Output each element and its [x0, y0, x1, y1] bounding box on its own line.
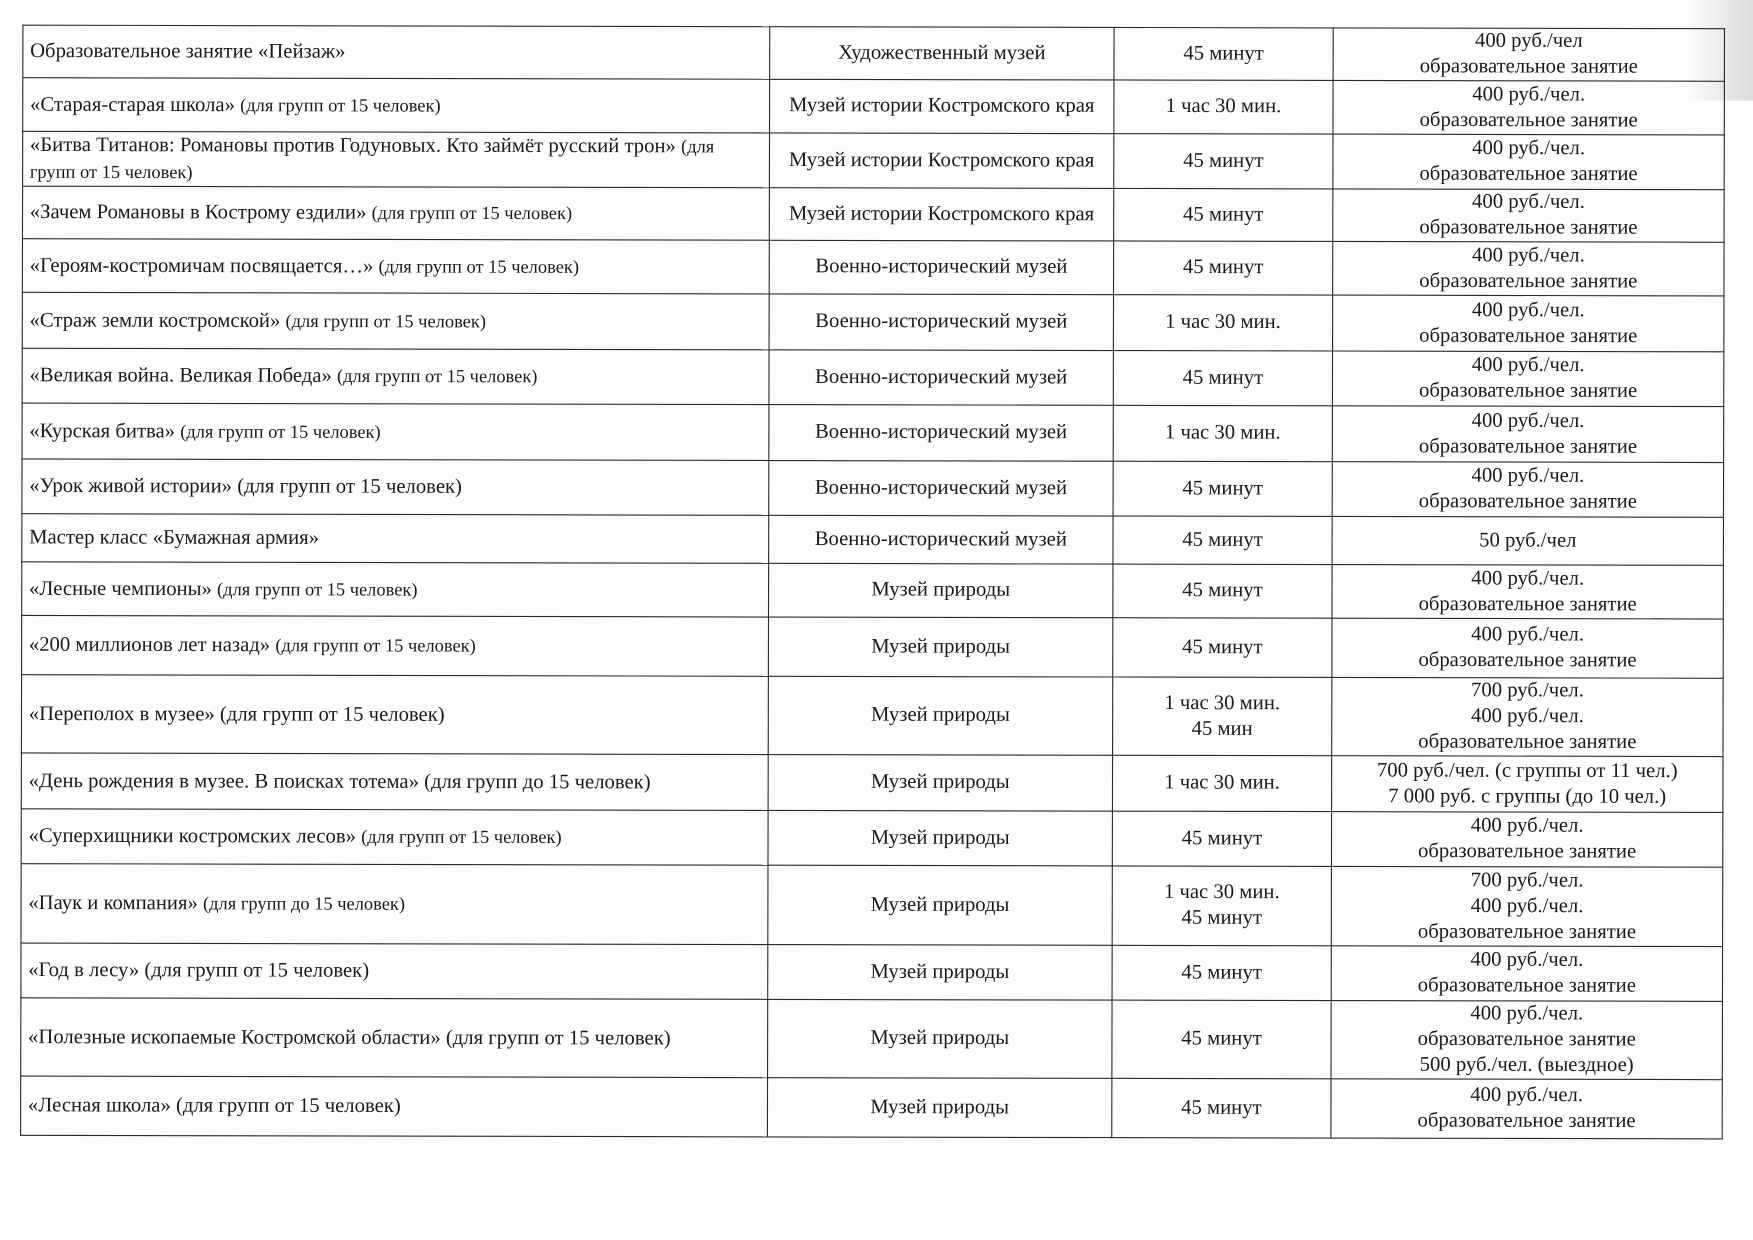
price-line: 400 руб./чел [1474, 29, 1583, 53]
duration-cell [1112, 1000, 1331, 1079]
price-line: 7 000 руб. с группы (до 10 чел.) [1388, 784, 1667, 808]
museum-name: Музей природы [767, 1078, 1111, 1138]
program-title: «200 миллионов лет назад» [28, 633, 271, 657]
table-row [22, 514, 1724, 566]
duration-value: 1 час 30 мин. [1165, 95, 1282, 118]
program-title-cell [22, 459, 769, 515]
duration-value: 45 мин [1191, 717, 1253, 740]
program-title-cell [21, 675, 768, 755]
price-line: образовательное занятие [1419, 269, 1638, 293]
group-size-note: (для групп от 15 человек) [217, 577, 418, 600]
table-row [21, 1076, 1723, 1139]
price-cell [1332, 462, 1723, 518]
price-line: образовательное занятие [1419, 324, 1638, 348]
price-line: 400 руб./чел. [1472, 190, 1585, 214]
price-line: 700 руб./чел. [1470, 868, 1584, 892]
price-line: образовательное занятие [1417, 920, 1637, 944]
table-row [21, 998, 1723, 1080]
price-line: 500 руб./чел. (выездное) [1419, 1053, 1634, 1077]
duration-value: 45 минут [1183, 149, 1264, 172]
program-title: «Зачем Романовы в Кострому ездили» [29, 201, 367, 225]
duration-cell [1112, 811, 1331, 866]
price-line: 400 руб./чел. [1471, 464, 1585, 488]
program-title: «Великая война. Великая Победа» [29, 364, 332, 388]
group-size-note: (для групп до 15 человек) [202, 892, 406, 915]
price-cell [1331, 812, 1722, 868]
duration-cell [1114, 80, 1333, 134]
price-line: 700 руб./чел. [1471, 679, 1584, 703]
price-line: 50 руб./чел [1479, 529, 1577, 552]
program-title-cell [22, 403, 769, 460]
duration-value: 45 минут [1183, 42, 1264, 65]
program-title-cell [22, 562, 769, 617]
table-row [22, 459, 1724, 517]
program-title: «Урок живой истории» (для групп от 15 человек) [29, 475, 462, 499]
table-row [21, 675, 1723, 757]
price-line: образовательное занятие [1418, 435, 1638, 458]
duration-cell [1114, 134, 1333, 189]
programs-table [20, 25, 1725, 1140]
price-line: 400 руб./чел. [1471, 623, 1585, 647]
duration-cell [1113, 405, 1332, 461]
duration-value: 45 минут [1182, 635, 1263, 659]
program-title: «Курская битва» [29, 419, 176, 443]
table-row [22, 292, 1724, 351]
group-size-note: (для групп от 15 человек) [378, 255, 580, 277]
duration-cell [1112, 866, 1331, 946]
duration-value: 45 минут [1181, 826, 1263, 850]
program-title: «Героям-костромичам посвящается…» [29, 254, 374, 278]
price-cell [1331, 946, 1722, 1002]
price-line: 400 руб./чел. [1471, 243, 1585, 267]
price-line: 400 руб./чел. [1472, 82, 1586, 106]
museum-name: Военно-исторический музей [769, 294, 1113, 351]
price-cell [1333, 241, 1724, 295]
price-line: образовательное занятие [1418, 730, 1637, 754]
program-title: Мастер класс «Бумажная армия» [29, 526, 320, 550]
duration-value: 45 минут [1181, 1027, 1262, 1051]
museum-name: Военно-исторический музей [769, 405, 1113, 462]
duration-value: 45 минут [1181, 1096, 1262, 1119]
program-title-cell [22, 615, 769, 676]
museum-name: Музей природы [768, 755, 1112, 812]
price-line: образовательное занятие [1419, 108, 1638, 132]
duration-value: 45 минут [1182, 366, 1264, 389]
duration-cell [1112, 1078, 1331, 1138]
program-title-cell [23, 78, 770, 133]
price-line: образовательное занятие [1419, 216, 1638, 240]
program-title-cell [21, 998, 768, 1078]
program-title: «Паук и компания» [28, 892, 198, 915]
duration-cell [1113, 618, 1332, 678]
price-cell [1333, 80, 1724, 134]
museum-name: Музей природы [768, 865, 1113, 945]
table-row [21, 809, 1723, 867]
duration-value: 1 час 30 мин. [1164, 691, 1281, 715]
program-title-cell [21, 809, 768, 865]
group-size-note: (для групп от 15 человек) [180, 420, 381, 442]
museum-name: Музей истории Костромского края [770, 79, 1114, 133]
program-title-cell [22, 348, 769, 404]
duration-cell [1113, 351, 1332, 406]
group-size-note: (для групп от 15 человек) [361, 825, 562, 848]
price-cell [1333, 295, 1724, 352]
duration-value: 45 минут [1181, 906, 1263, 930]
price-line: образовательное занятие [1417, 974, 1636, 998]
price-cell [1332, 406, 1723, 463]
museum-name: Музей природы [768, 945, 1112, 1001]
price-line: образовательное занятие [1418, 490, 1637, 514]
price-line: образовательное занятие [1418, 592, 1637, 616]
program-title: Образовательное занятие «Пейзаж» [30, 40, 346, 64]
museum-name: Музей природы [769, 563, 1113, 617]
program-title: «Старая-старая школа» [29, 93, 236, 117]
price-cell [1333, 189, 1724, 242]
table-row [22, 186, 1724, 242]
duration-cell [1114, 27, 1333, 80]
table-row [22, 615, 1724, 678]
price-cell [1332, 516, 1723, 565]
duration-cell [1113, 516, 1332, 565]
program-title: «Переполох в музее» (для групп от 15 человек) [28, 702, 445, 726]
program-title-cell [21, 864, 768, 945]
program-title-cell [23, 25, 770, 79]
price-line: образовательное занятие [1418, 649, 1637, 672]
duration-cell [1113, 461, 1332, 516]
price-cell [1332, 565, 1723, 619]
museum-name: Музей природы [768, 999, 1113, 1078]
program-title: «Битва Титанов: Романовы против Годуновых. Кто займёт русский трон» [29, 134, 676, 158]
program-title-cell [23, 131, 770, 187]
duration-value: 1 час 30 мин. [1164, 771, 1280, 795]
duration-value: 45 минут [1182, 579, 1263, 602]
price-line: 700 руб./чел. (с группы от 11 чел.) [1376, 759, 1678, 783]
table-row [22, 403, 1724, 462]
price-line: образовательное занятие [1417, 1028, 1636, 1051]
program-title: «Лесная школа» (для групп от 15 человек) [27, 1094, 401, 1118]
price-line: 400 руб./чел. [1470, 948, 1584, 972]
program-title: «Лесные чемпионы» [28, 577, 212, 601]
price-cell [1333, 134, 1724, 190]
duration-value: 1 час 30 мин. [1163, 881, 1280, 904]
price-cell [1332, 756, 1723, 813]
museum-name: Военно-исторический музей [769, 461, 1113, 517]
program-title: «Год в лесу» (для групп от 15 человек) [28, 959, 370, 983]
duration-cell [1114, 241, 1333, 295]
museum-name: Военно-исторический музей [769, 240, 1113, 294]
price-line: 400 руб./чел. [1470, 705, 1584, 728]
duration-value: 1 час 30 мин. [1165, 310, 1281, 334]
price-line: образовательное занятие [1419, 55, 1638, 79]
program-title-cell [21, 943, 768, 999]
program-title: «Страж земли костромской» [29, 309, 281, 333]
table-row [21, 753, 1723, 812]
program-title: «Полезные ископаемые Костромской области» (для групп от 15 человек) [28, 1025, 671, 1050]
table-row [21, 864, 1723, 947]
table-row [21, 943, 1723, 1001]
program-title: «Суперхищники костромских лесов» [28, 825, 356, 849]
museum-name: Музей природы [768, 676, 1113, 755]
program-title-cell [22, 292, 769, 349]
duration-cell [1112, 945, 1331, 1000]
museum-name: Военно-исторический музей [769, 515, 1113, 564]
duration-value: 45 минут [1182, 256, 1264, 279]
duration-value: 1 час 30 мин. [1164, 421, 1281, 445]
duration-cell [1114, 188, 1333, 241]
program-title-cell [21, 753, 768, 810]
program-title-cell [22, 514, 769, 564]
group-size-note: (для групп от 15 человек) [240, 93, 441, 116]
group-size-note: (для групп от 15 человек) [275, 634, 476, 657]
price-cell [1331, 1079, 1722, 1139]
price-cell [1331, 866, 1722, 946]
price-cell [1331, 1001, 1722, 1080]
price-line: 400 руб./чел. [1471, 298, 1585, 322]
price-cell [1333, 28, 1724, 81]
duration-value: 45 минут [1181, 961, 1262, 984]
program-title-cell [22, 239, 769, 294]
museum-name: Музей истории Костромского края [769, 188, 1113, 241]
group-size-note: (для групп от 15 человек) [336, 365, 538, 387]
museum-name: Музей природы [768, 617, 1112, 677]
duration-value: 45 минут [1182, 477, 1263, 500]
group-size-note: (для групп от 15 человек) [371, 201, 573, 224]
price-line: образовательное занятие [1417, 1109, 1636, 1133]
price-cell [1332, 677, 1723, 756]
program-title-cell [21, 1076, 768, 1137]
table-row [23, 131, 1725, 189]
table-row [23, 25, 1725, 81]
duration-cell [1112, 755, 1331, 811]
price-line: образовательное занятие [1419, 162, 1638, 186]
table-row [22, 348, 1724, 406]
museum-name: Художественный музей [770, 27, 1114, 80]
program-title-cell [22, 186, 769, 240]
program-title: «День рождения в музее. В поисках тотема» (для групп до 15 человек) [28, 769, 651, 794]
price-cell [1332, 351, 1723, 407]
duration-cell [1113, 677, 1332, 756]
museum-name: Военно-исторический музей [769, 350, 1113, 406]
price-line: образовательное занятие [1419, 379, 1638, 403]
group-size-note: (для групп от 15 человек) [29, 135, 715, 183]
price-line: 400 руб./чел. [1470, 1002, 1584, 1026]
duration-cell [1113, 295, 1332, 351]
museum-name: Музей истории Костромского края [769, 133, 1113, 189]
programs-table-body [21, 25, 1725, 1139]
group-size-note: (для групп от 15 человек) [285, 309, 487, 332]
price-line: 400 руб./чел. [1472, 137, 1586, 160]
duration-cell [1113, 564, 1332, 618]
table-row [22, 239, 1724, 296]
price-line: 400 руб./чел. [1471, 354, 1585, 377]
price-line: 400 руб./чел. [1470, 814, 1584, 838]
museum-name: Музей природы [768, 810, 1112, 866]
price-line: 400 руб./чел. [1471, 567, 1585, 590]
duration-value: 45 минут [1183, 203, 1264, 226]
duration-value: 45 минут [1182, 528, 1263, 551]
price-line: образовательное занятие [1418, 840, 1637, 864]
table-row [23, 78, 1725, 135]
price-line: 400 руб./чел. [1471, 409, 1585, 433]
table-row [22, 562, 1724, 619]
price-cell [1332, 618, 1723, 678]
price-line: 400 руб./чел. [1470, 1084, 1584, 1107]
price-line: 400 руб./чел. [1470, 894, 1584, 918]
